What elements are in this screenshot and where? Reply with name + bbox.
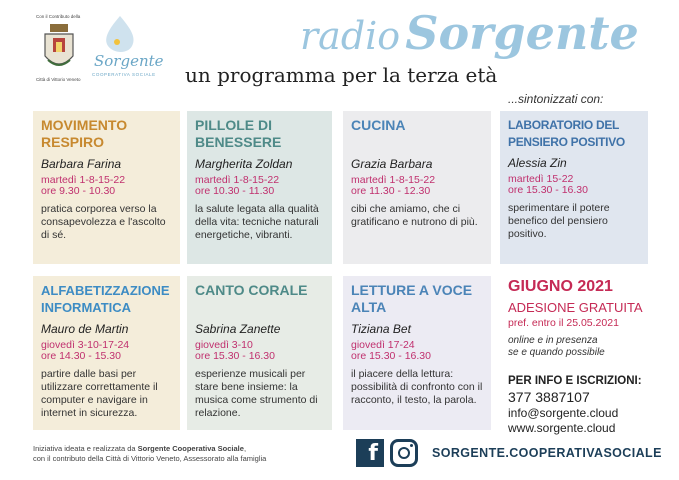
logo-name: Sorgente — [94, 52, 164, 70]
card-hours: ore 9.30 - 10.30 — [41, 185, 116, 197]
card-hours: ore 15.30 - 16.30 — [351, 350, 431, 362]
card-days: giovedì 3-10 — [195, 339, 253, 351]
card-hours: ore 11.30 - 12.30 — [351, 185, 431, 197]
sorgente-logo — [92, 14, 164, 84]
contact-label: PER INFO E ISCRIZIONI: — [508, 375, 642, 387]
radio-sorgente-title — [300, 6, 639, 60]
mode-line-1: online e in presenza — [508, 335, 598, 346]
footer-line1-post: , — [243, 444, 247, 453]
card-title: PILLOLE DI BENESSERE — [195, 117, 282, 150]
info-block — [508, 278, 653, 435]
month-heading: GIUGNO 2021 — [508, 278, 613, 295]
card-description: partire dalle basi per utilizzare correttamente il computer e navigare in internet in sicurezza. — [41, 368, 158, 419]
card-days: giovedì 3-10-17-24 — [41, 339, 130, 351]
crest-caption-bottom: Città di Vittorio Veneto — [36, 77, 81, 82]
card-person: Tiziana Bet — [351, 322, 411, 336]
card-title: LABORATORIO DEL PENSIERO POSITIVO — [508, 118, 625, 149]
program-card-alfabetizzazione — [33, 276, 180, 430]
card-description: esperienze musicali per stare bene insieme: la musica come strumento di relazione. — [195, 368, 318, 419]
instagram-icon[interactable] — [390, 439, 418, 467]
drop-logo-icon — [98, 14, 142, 54]
card-hours: ore 10.30 - 11.30 — [195, 185, 275, 197]
mode-line-2: se e quando possibile — [508, 347, 605, 358]
footer-credits — [33, 444, 266, 464]
program-card-letture — [343, 276, 491, 430]
card-description: cibi che amiamo, che ci gratificano e nutrono di più. — [351, 203, 478, 228]
phone-number[interactable]: 377 3887107 — [508, 389, 590, 405]
program-card-laboratorio — [500, 111, 648, 264]
website-link[interactable]: www.sorgente.cloud — [508, 421, 616, 435]
card-days: martedì 15-22 — [508, 173, 574, 185]
card-hours: ore 15.30 - 16.30 — [508, 184, 588, 196]
facebook-icon[interactable]: f — [356, 439, 384, 467]
card-hours: ore 15.30 - 16.30 — [195, 350, 275, 362]
card-title: ALFABETIZZAZIONE INFORMATICA — [41, 283, 170, 315]
card-days: martedì 1-8-15-22 — [41, 174, 126, 186]
card-person: Sabrina Zanette — [195, 322, 281, 336]
tune-in-label: ...sintonizzati con: — [508, 92, 604, 106]
card-hours: ore 14.30 - 15.30 — [41, 350, 121, 362]
free-enrollment: ADESIONE GRATUITA — [508, 300, 643, 315]
card-person: Grazia Barbara — [351, 157, 433, 171]
page-subtitle: un programma per la terza età — [185, 63, 498, 87]
program-card-movimento — [33, 111, 180, 264]
radio-word: radio — [300, 14, 401, 58]
sorgente-word: Sorgente — [405, 6, 639, 60]
card-description: sperimentare il potere benefico del pensiero positivo. — [508, 202, 610, 240]
card-title: LETTURE A VOCE ALTA — [351, 282, 473, 315]
card-title: MOVIMENTO RESPIRO — [41, 117, 128, 150]
social-handle[interactable]: SORGENTE.COOPERATIVASOCIALE — [432, 446, 662, 460]
program-card-pillole — [187, 111, 332, 264]
city-crest — [36, 14, 82, 84]
program-card-canto — [187, 276, 332, 430]
city-crest-icon — [42, 24, 76, 74]
card-person: Alessia Zin — [508, 156, 567, 170]
logo-subtitle: COOPERATIVA SOCIALE — [92, 72, 156, 77]
card-title: CANTO CORALE — [195, 282, 308, 298]
card-description: pratica corporea verso la consapevolezza e l'ascolto di sé. — [41, 203, 166, 241]
email-address[interactable]: info@sorgente.cloud — [508, 406, 619, 420]
card-person: Barbara Farina — [41, 157, 122, 171]
card-title: CUCINA — [351, 117, 406, 133]
social-links — [356, 438, 662, 468]
footer-line2: con il contributo della Città di Vittorio Veneto, Assessorato alla famiglia — [33, 454, 267, 463]
card-days: martedì 1-8-15-22 — [195, 174, 280, 186]
program-card-cucina — [343, 111, 491, 264]
card-person: Margherita Zoldan — [195, 157, 293, 171]
deadline: pref. entro il 25.05.2021 — [508, 317, 619, 329]
crest-caption-top: Con il Contributo della — [36, 14, 81, 19]
card-description: il piacere della lettura: possibilità di confronto con il racconto, il testo, la parola. — [351, 368, 483, 406]
footer-line1-pre: Iniziativa ideata e realizzata da — [33, 444, 138, 453]
card-description: la salute legata alla qualità della vita: tecniche naturali energetiche, vibranti. — [195, 203, 319, 241]
card-days: martedì 1-8-15-22 — [351, 174, 436, 186]
footer-org: Sorgente Cooperativa Sociale — [137, 444, 244, 453]
card-days: giovedì 17-24 — [351, 339, 415, 351]
card-person: Mauro de Martin — [41, 322, 129, 336]
